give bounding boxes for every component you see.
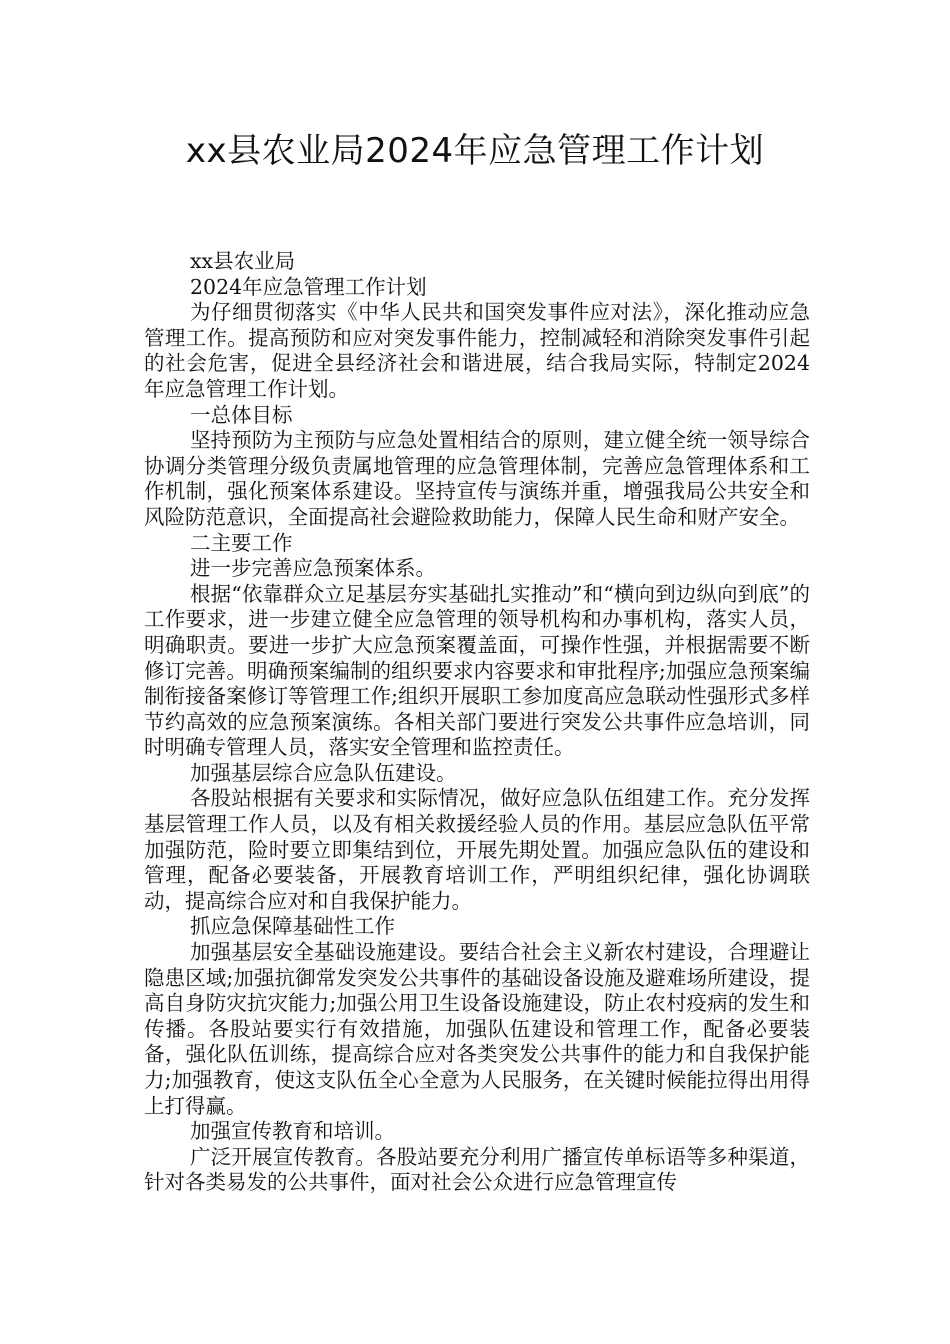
section-heading-overall-goal: 一总体目标	[190, 402, 293, 427]
subheading-publicity-training: 加强宣传教育和培训。	[190, 1119, 395, 1144]
document-title: xx县农业局2024年应急管理工作计划	[185, 131, 765, 171]
paragraph-overall-goal: 坚持预防为主预防与应急处置相结合的原则，建立健全统一领导综合协调分类管理分级负责属地管理的应急管理体制，完善应急管理体系和工作机制，强化预案体系建设。坚持宣传与演练并重，增强我局公共安全和风险防范意识，全面提高社会避险救助能力，保障人民生命和财产安全。	[144, 428, 810, 529]
paragraph-basic-support: 加强基层安全基础设施建设。要结合社会主义新农村建设，合理避让隐患区域;加强抗御常发突发公共事件的基础设备设施及避难场所建设，提高自身防灾抗灾能力;加强公用卫生设备设施建设，防止农村疫病的发生和传播。各股站要实行有效措施，加强队伍建设和管理工作，配备必要装备，强化队伍训练，提高综合应对各类突发公共事件的能力和自我保护能力;加强教育，使这支队伍全心全意为人民服务，在关键时候能拉得出用得上打得赢。	[144, 940, 810, 1118]
paragraph-emergency-plan: 根据“依靠群众立足基层夯实基础扎实推动”和“横向到边纵向到底”的工作要求，进一步建立健全应急管理的领导机构和办事机构，落实人员，明确职责。要进一步扩大应急预案覆盖面，可操作性强，并根据需要不断修订完善。明确预案编制的组织要求内容要求和审批程序;加强应急预案编制衔接备案修订等管理工作;组织开展职工参加度高应急联动性强形式多样节约高效的应急预案演练。各相关部门要进行突发公共事件应急培训，同时明确专管理人员，落实安全管理和监控责任。	[144, 581, 810, 760]
paragraph-plan-name: 2024年应急管理工作计划	[190, 274, 427, 299]
subheading-team-building: 加强基层综合应急队伍建设。	[190, 760, 457, 785]
paragraph-publicity-training: 广泛开展宣传教育。各股站要充分利用广播宣传单标语等多种渠道，针对各类易发的公共事件，面对社会公众进行应急管理宣传	[144, 1144, 810, 1195]
document-body	[144, 249, 810, 1196]
subheading-emergency-plan: 进一步完善应急预案体系。	[190, 556, 436, 581]
paragraph-intro: 为仔细贯彻落实《中华人民共和国突发事件应对法》，深化推动应急管理工作。提高预防和应对突发事件能力，控制减轻和消除突发事件引起的社会危害，促进全县经济社会和谐进展，结合我局实际，特制定2024年应急管理工作计划。	[144, 300, 810, 401]
paragraph-team-building: 各股站根据有关要求和实际情况，做好应急队伍组建工作。充分发挥基层管理工作人员，以及有相关救援经验人员的作用。基层应急队伍平常加强防范，险时要立即集结到位，开展先期处置。加强应急队伍的建设和管理，配备必要装备，开展教育培训工作，严明组织纪律，强化协调联动，提高综合应对和自我保护能力。	[144, 786, 810, 913]
subheading-basic-support: 抓应急保障基础性工作	[190, 914, 395, 939]
paragraph-org-name: xx县农业局	[190, 249, 296, 273]
section-heading-main-work: 二主要工作	[190, 530, 293, 555]
